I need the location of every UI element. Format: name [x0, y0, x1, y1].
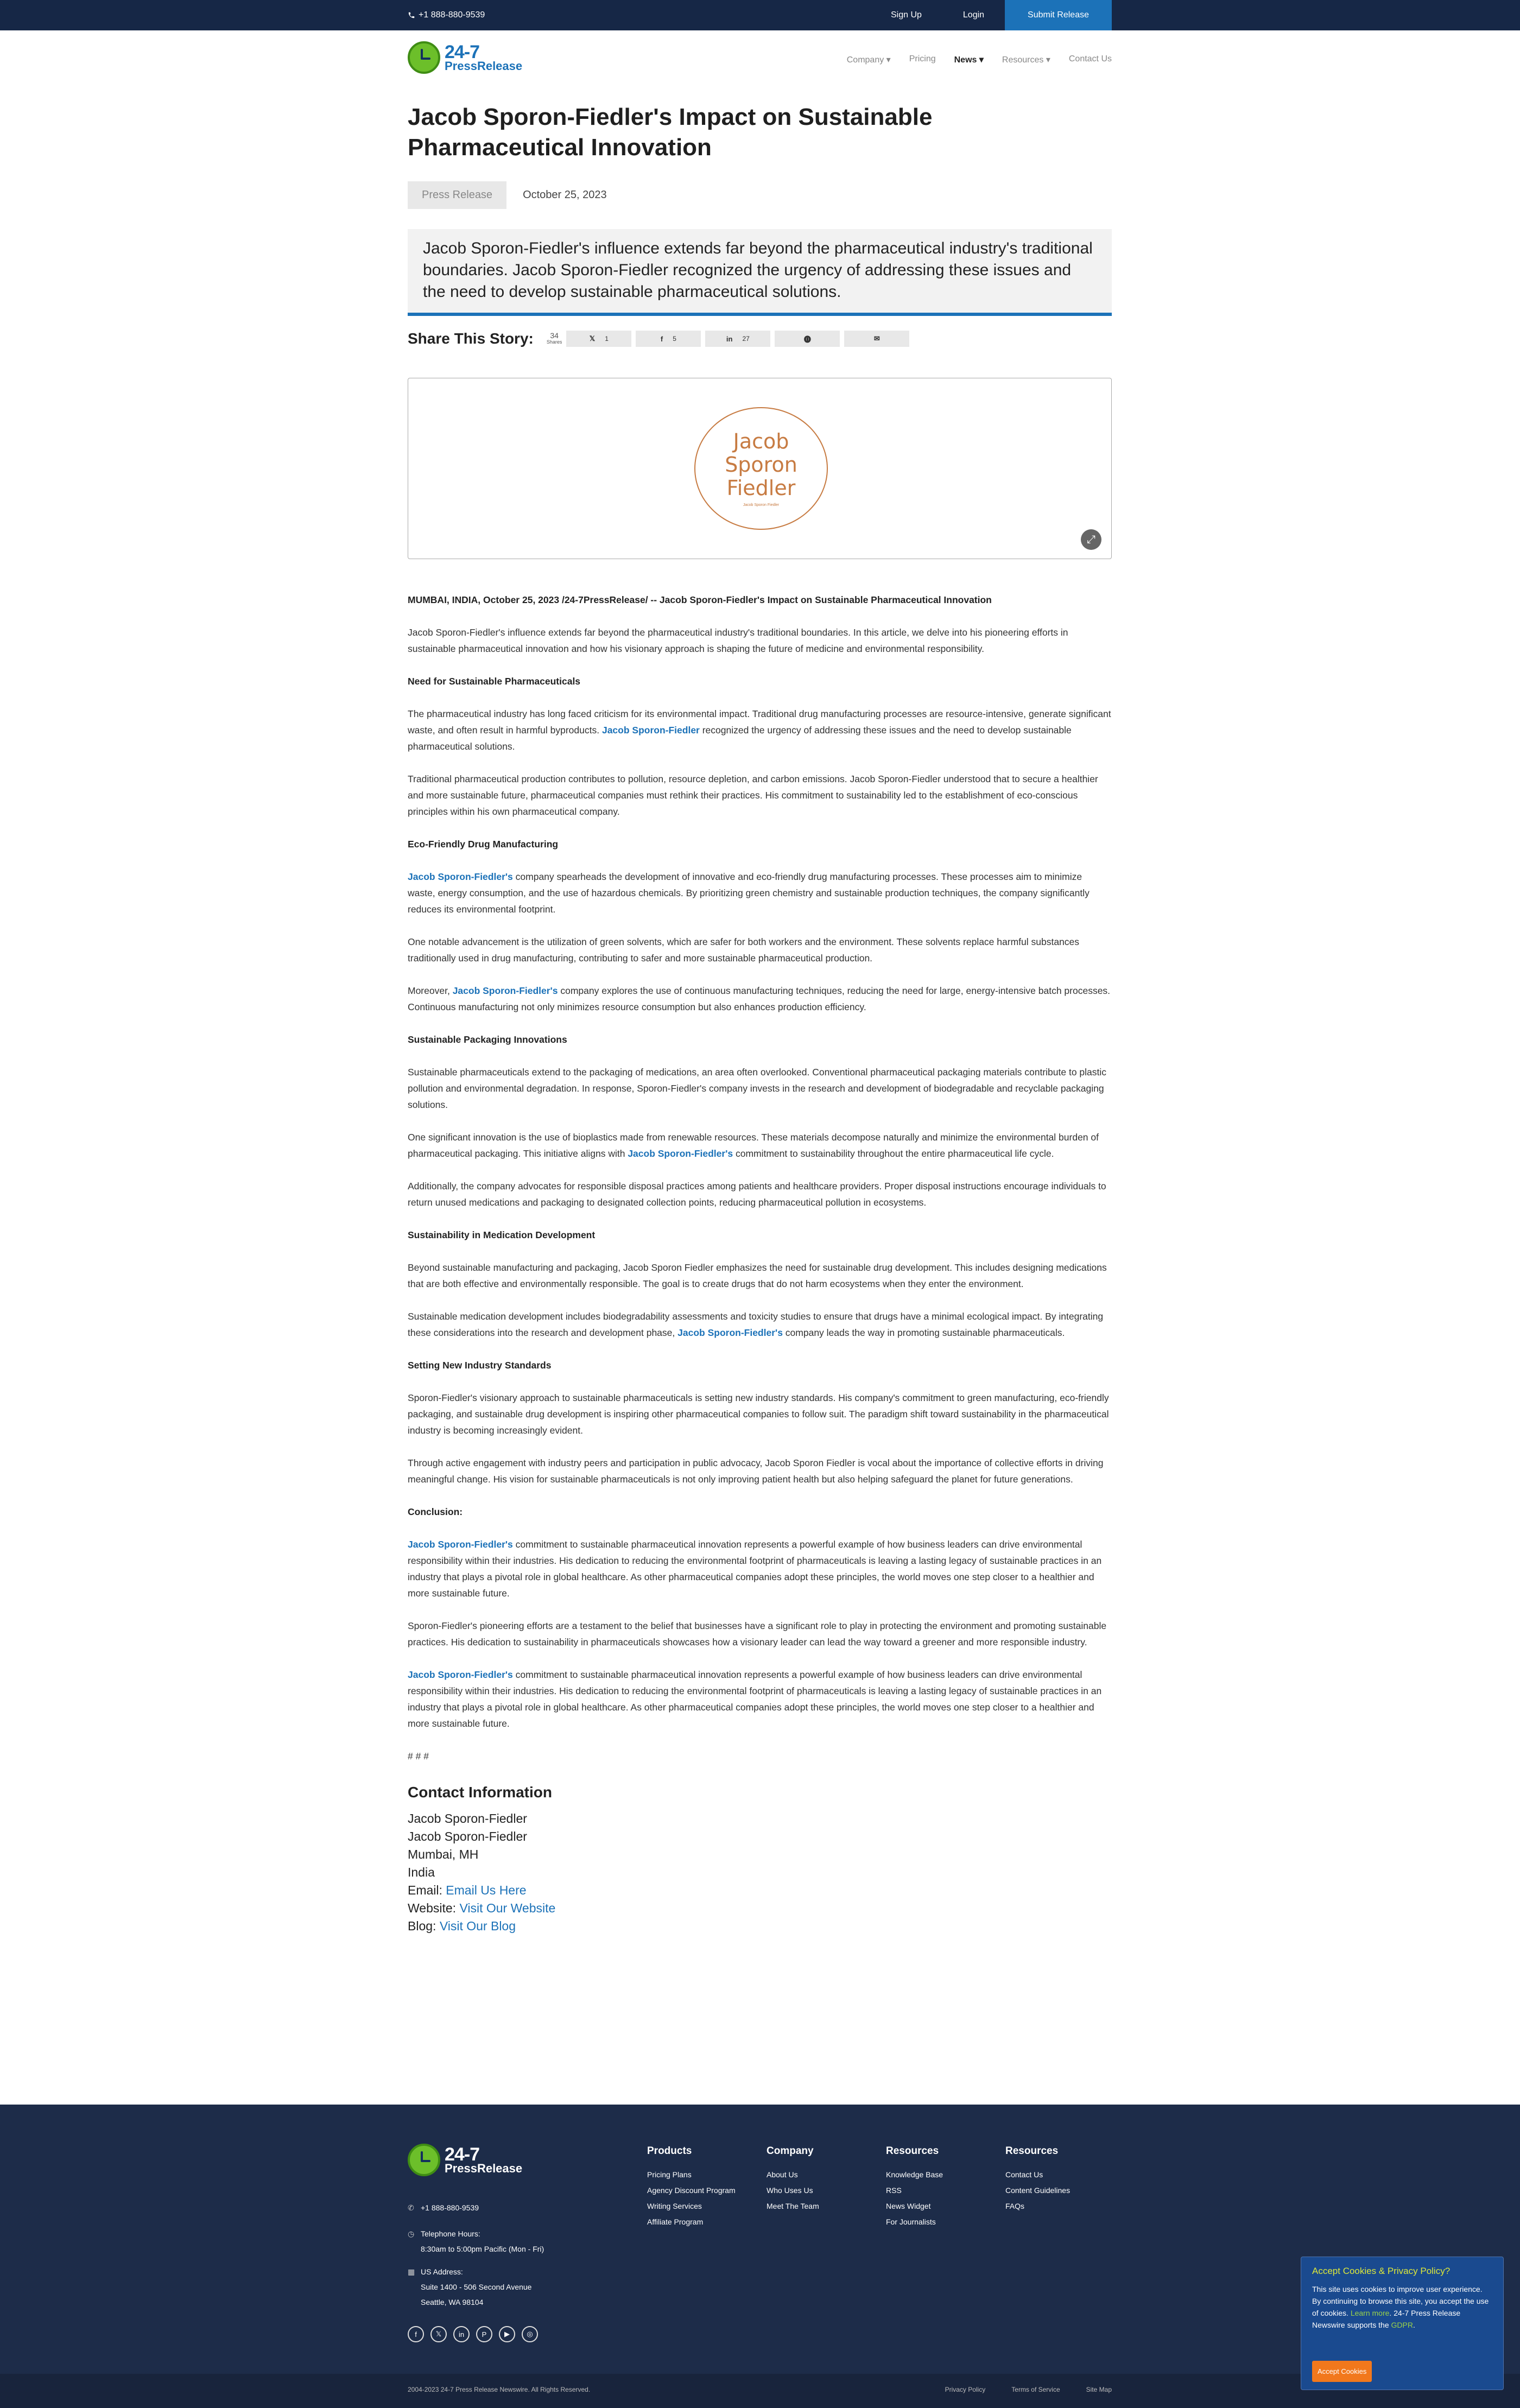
paragraph: Beyond sustainable manufacturing and packaging, Jacob Sporon Fiedler emphasizes the need for sustainable drug development. This includes designing medications that are both effective and environmentally responsible. The goal is to create drugs that do not harm ecosystems when they enter the environment.	[408, 1262, 1107, 1289]
article-summary: Jacob Sporon-Fiedler's influence extends far beyond the pharmaceutical industry's traditional boundaries. Jacob Sporon-Fiedler recognized the urgency of addressing these issues and the need to develop sustainable pharmaceutical solutions.	[408, 229, 1112, 316]
end-marker: # # #	[408, 1751, 429, 1761]
topbar-phone[interactable]	[408, 0, 485, 30]
footer-link[interactable]: Contact Us	[1005, 2170, 1043, 2179]
cookie-text: This site uses cookies to improve user experience. By continuing to browse this site, you accept the use of cookies. Learn more. 24-7 Press Release Newswire supports the GDPR.	[1312, 2285, 1489, 2329]
paragraph: Jacob Sporon-Fiedler's commitment to sustainable pharmaceutical innovation represents a powerful example of how business leaders can drive environmental responsibility within their industries. His dedication to reducing the environmental footprint of pharmaceuticals is leaving a lasting legacy of sustainable practices in an industry that plays a pivotal role in global healthcare. As other pharmaceutical companies adopt these principles, the world moves one step closer to a healthier and more sustainable future.	[408, 1539, 1102, 1599]
nav-pricing[interactable]: Pricing	[909, 54, 936, 64]
footer-link[interactable]: For Journalists	[886, 2217, 936, 2226]
x-icon: 𝕏	[589, 334, 596, 343]
social-links	[408, 2326, 538, 2342]
paragraph: Sporon-Fiedler's visionary approach to sustainable pharmaceuticals is setting new industry standards. His company's commitment to green manufacturing, eco-friendly packaging, and sustainable drug development is inspiring other pharmaceutical companies to follow suit. The paradigm shift toward sustainability in the pharmaceutical industry is becoming increasingly evident.	[408, 1392, 1109, 1436]
paragraph: Sporon-Fiedler's pioneering efforts are a testament to the belief that businesses have a significant role to play in protecting the environment and promoting sustainable practices. His dedication to sustainability in pharmaceuticals showcases how a visionary leader can lead the way toward a greener and more responsible industry.	[408, 1620, 1107, 1647]
pinterest-icon: ⓿	[803, 335, 811, 344]
paragraph: Traditional pharmaceutical production contributes to pollution, resource depletion, and carbon emissions. Jacob Sporon-Fiedler understood that to secure a healthier and more sustainable future, pharmaceutical companies must rethink their practices. His commitment to sustainability led to the establishment of eco-conscious principles within his own pharmaceutical company.	[408, 774, 1098, 817]
pinterest-icon[interactable]: P	[476, 2326, 492, 2342]
section-heading: Eco-Friendly Drug Manufacturing	[408, 839, 559, 850]
nav-contact[interactable]: Contact Us	[1068, 54, 1112, 64]
clock-icon	[408, 2144, 440, 2176]
press-release-badge: Press Release	[408, 181, 506, 209]
website-link[interactable]: Visit Our Website	[459, 1901, 556, 1915]
cookie-banner	[1301, 2257, 1504, 2390]
paragraph: One significant innovation is the use of bioplastics made from renewable resources. These materials decompose naturally and minimize the environmental burden of pharmaceutical packaging. This initiative aligns with Jacob Sporon-Fiedler's commitment to sustainability throughout the entire pharmaceutical life cycle.	[408, 1132, 1099, 1159]
section-heading: Sustainability in Medication Development	[408, 1230, 596, 1240]
share-title: Share This Story:	[408, 330, 534, 347]
footer-link[interactable]: News Widget	[886, 2202, 931, 2210]
footer-link[interactable]: Affiliate Program	[647, 2217, 704, 2226]
cookie-title: Accept Cookies & Privacy Policy?	[1312, 2266, 1451, 2276]
logo-word: PressRelease	[445, 59, 523, 73]
email-link[interactable]: Email Us Here	[446, 1883, 527, 1897]
footer-link[interactable]: About Us	[767, 2170, 798, 2179]
paragraph: Jacob Sporon-Fiedler's commitment to sustainable pharmaceutical innovation represents a powerful example of how business leaders can drive environmental responsibility within their industries. His dedication to reducing the environmental footprint of pharmaceuticals is leaving a lasting legacy of sustainable practices in an industry that plays a pivotal role in global healthcare. As other pharmaceutical companies adopt these principles, the world moves one step closer to a healthier and more sustainable future.	[408, 1669, 1102, 1729]
share-facebook-button[interactable]: f 5	[636, 331, 701, 347]
footer-phone[interactable]: ✆ +1 888-880-9539	[408, 2200, 479, 2215]
submit-release-button[interactable]: Submit Release	[1005, 0, 1112, 30]
footer-link[interactable]: Who Uses Us	[767, 2186, 813, 2195]
author-link[interactable]: Jacob Sporon-Fiedler's	[677, 1327, 783, 1338]
paragraph: Sustainable pharmaceuticals extend to the packaging of medications, an area often overlooked. Conventional pharmaceutical packaging materials contribute to plastic pollution and environmental degradation. In response, Sporon-Fiedler's company invests in the research and development of biodegradable and recyclable packaging solutions.	[408, 1067, 1107, 1110]
topbar-phone-text: +1 888-880-9539	[419, 10, 485, 20]
logo-number: 24-7	[445, 42, 480, 62]
x-icon[interactable]: 𝕏	[430, 2326, 447, 2342]
linkedin-icon: in	[726, 334, 733, 343]
footer-link[interactable]: Meet The Team	[767, 2202, 819, 2210]
footer-col-products: Products Pricing Plans Agency Discount Program Writing Services Affiliate Program	[647, 2145, 745, 2230]
footer-col-company: Company About Us Who Uses Us Meet The Team	[767, 2145, 864, 2214]
paragraph: Sustainable medication development includes biodegradability assessments and toxicity studies to ensure that drugs have a minimal ecological impact. By integrating these considerations into the research and development phase, Jacob Sporon-Fiedler's company leads the way in promoting sustainable pharmaceuticals.	[408, 1311, 1104, 1338]
contact-name: Jacob Sporon-Fiedler	[408, 1811, 527, 1826]
share-linkedin-button[interactable]: in 27	[705, 331, 770, 347]
instagram-icon[interactable]: ◎	[522, 2326, 538, 2342]
expand-icon[interactable]: ⤢	[1081, 529, 1101, 550]
share-pinterest-button[interactable]	[775, 331, 840, 347]
linkedin-icon[interactable]: in	[453, 2326, 470, 2342]
main-nav	[828, 54, 1112, 65]
contact-email-row: Email: Email Us Here	[408, 1883, 527, 1897]
footer-link[interactable]: Knowledge Base	[886, 2170, 943, 2179]
copyright: 2004-2023 24-7 Press Release Newswire. All Rights Reserved.	[408, 2386, 591, 2393]
contact-info	[408, 1810, 1112, 1935]
footer-col-resources-2: Resources Contact Us Content Guidelines FAQs	[1005, 2145, 1103, 2214]
nav-company[interactable]: Company ▾	[846, 55, 891, 65]
youtube-icon[interactable]: ▶	[499, 2326, 515, 2342]
gdpr-link[interactable]: GDPR	[1391, 2321, 1413, 2329]
share-email-button[interactable]	[844, 331, 909, 347]
contact-city: Mumbai, MH	[408, 1847, 479, 1861]
clock-icon	[408, 41, 440, 74]
site-footer	[0, 2105, 1520, 2374]
signup-link[interactable]: Sign Up	[890, 10, 922, 20]
share-bar	[408, 329, 909, 348]
footer-address: ▦ US Address: Suite 1400 - 506 Second Avenue Seattle, WA 98104	[408, 2264, 531, 2310]
paragraph: Through active engagement with industry peers and participation in public advocacy, Jacob Sporon Fiedler is vocal about the importance of collective efforts in driving meaningful change. His vision for sustainable pharmaceuticals is not only improving patient health but also helping safeguard the planet for future generations.	[408, 1458, 1104, 1485]
footer-link[interactable]: RSS	[886, 2186, 902, 2195]
section-heading: Conclusion:	[408, 1506, 463, 1517]
learn-more-link[interactable]: Learn more	[1350, 2309, 1390, 2317]
article-meta	[408, 181, 607, 209]
page-title: Jacob Sporon-Fiedler's Impact on Sustainable Pharmaceutical Innovation	[408, 104, 933, 161]
share-count: 34 Shares	[546, 331, 562, 345]
facebook-icon: f	[660, 334, 663, 343]
paragraph: One notable advancement is the utilization of green solvents, which are safer for both workers and the environment. These solvents replace harmful substances traditionally used in drug manufacturing, contributing to safer and more sustainable pharmaceutical production.	[408, 936, 1080, 964]
footer-link[interactable]: Agency Discount Program	[647, 2186, 736, 2195]
publish-date: October 25, 2023	[523, 189, 607, 201]
top-bar	[0, 0, 1520, 30]
footer-col-resources: Resources Knowledge Base RSS News Widget For Journalists	[886, 2145, 984, 2230]
site-header	[408, 41, 1112, 79]
author-link[interactable]: Jacob Sporon-Fiedler's	[628, 1148, 733, 1159]
footer-link[interactable]: FAQs	[1005, 2202, 1025, 2210]
nav-resources[interactable]: Resources ▾	[1002, 55, 1050, 65]
phone-icon: ✆	[408, 2203, 414, 2212]
contact-website-row: Website: Visit Our Website	[408, 1901, 556, 1915]
article-image[interactable]	[408, 378, 1112, 559]
facebook-icon[interactable]: f	[408, 2326, 424, 2342]
sitemap-link[interactable]: Site Map	[1086, 2386, 1112, 2393]
accept-cookies-button[interactable]: Accept Cookies	[1312, 2361, 1372, 2382]
footer-hours: ◷ Telephone Hours: 8:30am to 5:00pm Pacific (Mon - Fri)	[408, 2226, 544, 2257]
paragraph: Additionally, the company advocates for responsible disposal practices among patients and healthcare providers. Proper disposal instructions encourage individuals to return unused medications and packaging to designated collection points, reducing pharmaceutical pollution in ecosystems.	[408, 1181, 1106, 1208]
paragraph: The pharmaceutical industry has long faced criticism for its environmental impact. Traditional drug manufacturing processes are resource-intensive, generate significant waste, and often result in harmful byproducts. Jacob Sporon-Fiedler recognized the urgency of addressing these issues and the need to develop sustainable pharmaceutical solutions.	[408, 708, 1111, 752]
footer-link[interactable]: Pricing Plans	[647, 2170, 692, 2179]
author-link[interactable]: Jacob Sporon-Fiedler's	[408, 1539, 513, 1550]
author-link[interactable]: Jacob Sporon-Fiedler's	[452, 985, 558, 996]
paragraph: Jacob Sporon-Fiedler's company spearheads the development of innovative and eco-friendly drug manufacturing processes. These processes aim to minimize waste, energy consumption, and the use of hazardous chemicals. By prioritizing green chemistry and sustainable production techniques, the company significantly reduces its environmental footprint.	[408, 871, 1090, 915]
nav-news[interactable]: News ▾	[954, 55, 984, 65]
phone-icon	[408, 11, 415, 19]
section-heading: Setting New Industry Standards	[408, 1360, 552, 1371]
article-body	[408, 592, 1112, 1935]
terms-link[interactable]: Terms of Service	[1011, 2386, 1060, 2393]
email-icon: ✉	[873, 334, 880, 343]
footer-link[interactable]: Content Guidelines	[1005, 2186, 1071, 2195]
section-heading: Need for Sustainable Pharmaceuticals	[408, 676, 581, 687]
paragraph: Moreover, Jacob Sporon-Fiedler's company explores the use of continuous manufacturing techniques, reducing the need for large, energy-intensive batch processes. Continuous manufacturing not only minimizes resource consumption but also enhances production efficiency.	[408, 985, 1111, 1012]
section-heading: Sustainable Packaging Innovations	[408, 1034, 567, 1045]
building-icon: ▦	[408, 2267, 415, 2276]
bottom-bar	[0, 2374, 1520, 2408]
footer-link[interactable]: Writing Services	[647, 2202, 702, 2210]
login-link[interactable]: Login	[962, 10, 985, 20]
contact-heading: Contact Information	[408, 1784, 552, 1801]
clock-icon: ◷	[408, 2229, 415, 2238]
contact-country: India	[408, 1865, 435, 1879]
author-link[interactable]: Jacob Sporon-Fiedler's	[408, 1669, 513, 1680]
share-x-button[interactable]: 𝕏 1	[566, 331, 631, 347]
footer-logo[interactable]: 24-7 PressRelease	[408, 2144, 522, 2176]
dateline: MUMBAI, INDIA, October 25, 2023 /24-7PressRelease/ -- Jacob Sporon-Fiedler's Impact on Sustainable Pharmaceutical Innovation	[408, 594, 992, 605]
jacob-sporon-fiedler-logo: Jacob Sporon Fiedler Jacob Sporon Fiedler	[694, 407, 828, 530]
blog-link[interactable]: Visit Our Blog	[439, 1919, 516, 1933]
contact-company: Jacob Sporon-Fiedler	[408, 1829, 527, 1843]
contact-blog-row: Blog: Visit Our Blog	[408, 1919, 516, 1933]
paragraph: Jacob Sporon-Fiedler's influence extends far beyond the pharmaceutical industry's traditional boundaries. In this article, we delve into his pioneering efforts in sustainable pharmaceutical innovation and how his visionary approach is shaping the future of medicine and environmental responsibility.	[408, 627, 1068, 654]
author-link[interactable]: Jacob Sporon-Fiedler	[601, 725, 700, 736]
privacy-link[interactable]: Privacy Policy	[945, 2386, 986, 2393]
author-link[interactable]: Jacob Sporon-Fiedler's	[408, 871, 513, 882]
